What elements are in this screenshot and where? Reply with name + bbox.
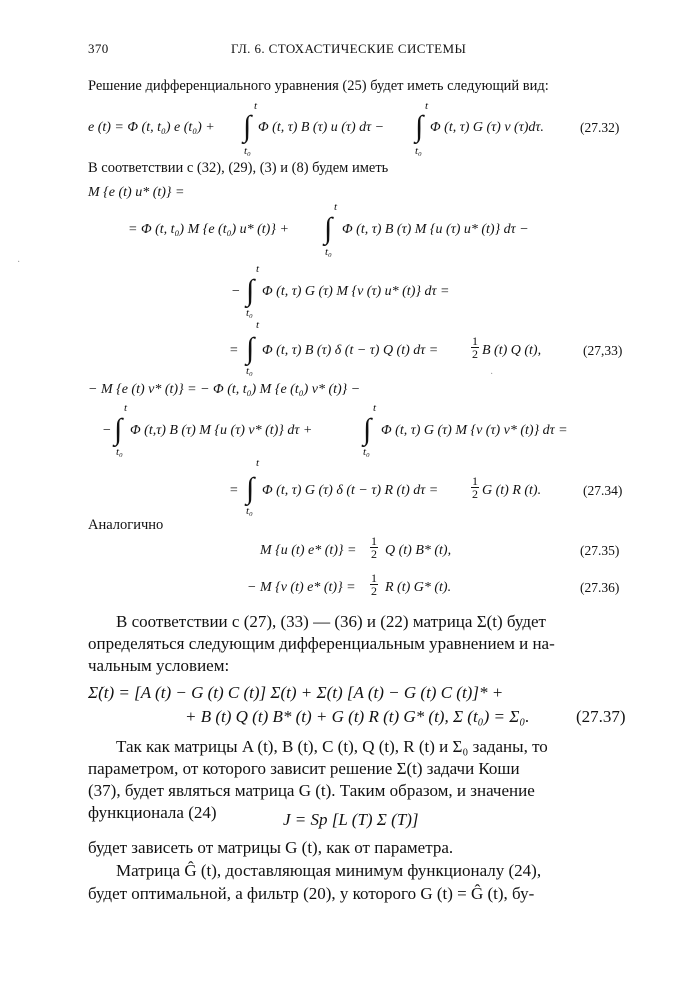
eq34-line3b: G (t) R (t). xyxy=(482,483,542,498)
para1-line3: чальным условием: xyxy=(88,656,230,675)
eq33-int3-lower: t₀ xyxy=(246,365,253,377)
scan-speck: · xyxy=(490,369,494,380)
eq34-int3-lower: t₀ xyxy=(246,505,253,517)
integral-sign: ∫ xyxy=(415,110,424,143)
eq32-int1-upper: t xyxy=(254,100,258,112)
integral-sign: ∫ xyxy=(114,413,123,446)
eq32-int1-lower: t₀ xyxy=(244,145,251,157)
eq37-line2: + B (t) Q (t) B* (t) + G (t) R (t) G* (t), Σ (t₀) = Σ₀. xyxy=(185,707,530,726)
analog-text: Аналогично xyxy=(88,517,164,533)
integral-sign: ∫ xyxy=(243,110,252,143)
integral-sign: ∫ xyxy=(246,274,255,307)
eq32-int2-upper: t xyxy=(425,100,429,112)
eq33-number: (27,33) xyxy=(583,343,623,358)
eq35-rhs: Q (t) B* (t), xyxy=(385,543,452,558)
eq34-line2b: Φ (t, τ) G (τ) M {v (τ) v* (t)} dτ = xyxy=(381,423,568,438)
eq34-int3-upper: t xyxy=(256,457,260,469)
fraction-numerator: 1 xyxy=(371,534,377,548)
eq36-rhs: R (t) G* (t). xyxy=(385,580,452,595)
eq36-lhs: − M {v (t) e* (t)} = xyxy=(247,580,356,595)
para2-line1: Так как матрицы A (t), B (t), C (t), Q (t), R (t) и Σ₀ заданы, то xyxy=(116,737,548,756)
eq33-int2-upper: t xyxy=(256,263,260,275)
para2-line3: (37), будет являться матрица G (t). Таким образом, и значение xyxy=(88,781,535,800)
eq32-int2-lower: t₀ xyxy=(415,145,422,157)
eq33-line3a: Φ (t, τ) B (τ) δ (t − τ) Q (t) dτ = xyxy=(262,343,439,358)
fraction-numerator: 1 xyxy=(371,571,377,585)
eq36-fraction xyxy=(368,572,380,597)
eq33-int1-upper: t xyxy=(334,201,338,213)
scan-speck: · xyxy=(17,257,21,268)
eq33-int2-lower: t₀ xyxy=(246,307,253,319)
eq34-number: (27.34) xyxy=(583,483,623,498)
eq34-line3a: Φ (t, τ) G (τ) δ (t − τ) R (t) dτ = xyxy=(262,483,439,498)
eq33-line1b: Φ (t, τ) B (τ) M {u (τ) u* (t)} dτ − xyxy=(342,222,529,237)
para4-line2: будет оптимальной, а фильтр (20), у которого G (t) = Ĝ (t), бу- xyxy=(88,884,535,903)
eq32-number: (27.32) xyxy=(580,120,620,135)
eq32-term2: Φ (t, τ) G (τ) v (τ)dτ. xyxy=(430,120,544,135)
integral-sign: ∫ xyxy=(246,472,255,505)
eq32-left: e (t) = Φ (t, t₀) e (t₀) + xyxy=(88,120,215,135)
paragraph-3: будет зависеть от матрицы G (t), как от параметра. xyxy=(88,838,454,857)
equals-sign: = xyxy=(229,483,239,498)
fraction-denominator: 2 xyxy=(472,347,478,361)
para1-line2: определяться следующим дифференциальным уравнением и на- xyxy=(88,634,555,653)
eq33-line2: Φ (t, τ) G (τ) M {v (τ) u* (t)} dτ = xyxy=(262,284,450,299)
eq33-int3-upper: t xyxy=(256,319,260,331)
eq33-line1a: = Φ (t, t₀) M {e (t₀) u* (t)} + xyxy=(128,222,289,237)
eq34-int1-upper: t xyxy=(124,402,128,414)
eq37-number: (27.37) xyxy=(576,707,626,726)
accordance-text: В соответствии с (32), (29), (3) и (8) будем иметь xyxy=(88,160,389,176)
fraction-numerator: 1 xyxy=(472,334,478,348)
eq35-lhs: M {u (t) e* (t)} = xyxy=(260,543,357,558)
minus-sign: − xyxy=(231,284,241,299)
eq34-line2a: Φ (t,τ) B (τ) M {u (τ) v* (t)} dτ + xyxy=(130,423,313,438)
eq33-fraction xyxy=(469,335,481,360)
eq36-number: (27.36) xyxy=(580,580,620,595)
fraction-denominator: 2 xyxy=(371,547,377,561)
eq32-term1: Φ (t, τ) B (τ) u (τ) dτ − xyxy=(258,120,385,135)
page-number: 370 xyxy=(88,41,109,56)
functional-equation: J = Sp [L (T) Σ (T)] xyxy=(283,810,419,829)
eq37-line1: Σ̇(t) = [A (t) − G (t) C (t)] Σ(t) + Σ(t) [A (t) − G (t) C (t)]* + xyxy=(88,683,504,702)
para2-line4: функционала (24) xyxy=(88,803,217,822)
eq34-int1-lower: t₀ xyxy=(116,446,123,458)
running-title: ГЛ. 6. СТОХАСТИЧЕСКИЕ СИСТЕМЫ xyxy=(231,41,467,56)
eq34-int2-lower: t₀ xyxy=(363,446,370,458)
integral-sign: ∫ xyxy=(363,413,372,446)
eq35-number: (27.35) xyxy=(580,543,620,558)
para1-line1: В соответствии с (27), (33) — (36) и (22) матрица Σ(t) будет xyxy=(116,612,546,631)
eq34-line1: − M {e (t) v* (t)} = − Φ (t, t₀) M {e (t₀) v* (t)} − xyxy=(88,382,361,397)
integral-sign: ∫ xyxy=(324,212,333,245)
fraction-numerator: 1 xyxy=(472,474,478,488)
para2-line2: параметром, от которого зависит решение Σ(t) задачи Коши xyxy=(88,759,520,778)
eq33-line3b: B (t) Q (t), xyxy=(482,343,542,358)
fraction-denominator: 2 xyxy=(371,584,377,598)
integral-sign: ∫ xyxy=(246,332,255,365)
equals-sign: = xyxy=(229,343,239,358)
fraction-denominator: 2 xyxy=(472,487,478,501)
eq33-lhs: M {e (t) u* (t)} = xyxy=(88,185,185,200)
eq34-fraction xyxy=(469,475,481,500)
intro-text: Решение дифференциального уравнения (25) будет иметь следующий вид: xyxy=(88,78,549,94)
para4-line1: Матрица Ĝ (t), доставляющая минимум функционалу (24), xyxy=(116,861,542,880)
eq34-int2-upper: t xyxy=(373,402,377,414)
eq35-fraction xyxy=(368,535,380,560)
eq33-int1-lower: t₀ xyxy=(325,246,332,258)
minus-sign: − xyxy=(102,423,112,438)
